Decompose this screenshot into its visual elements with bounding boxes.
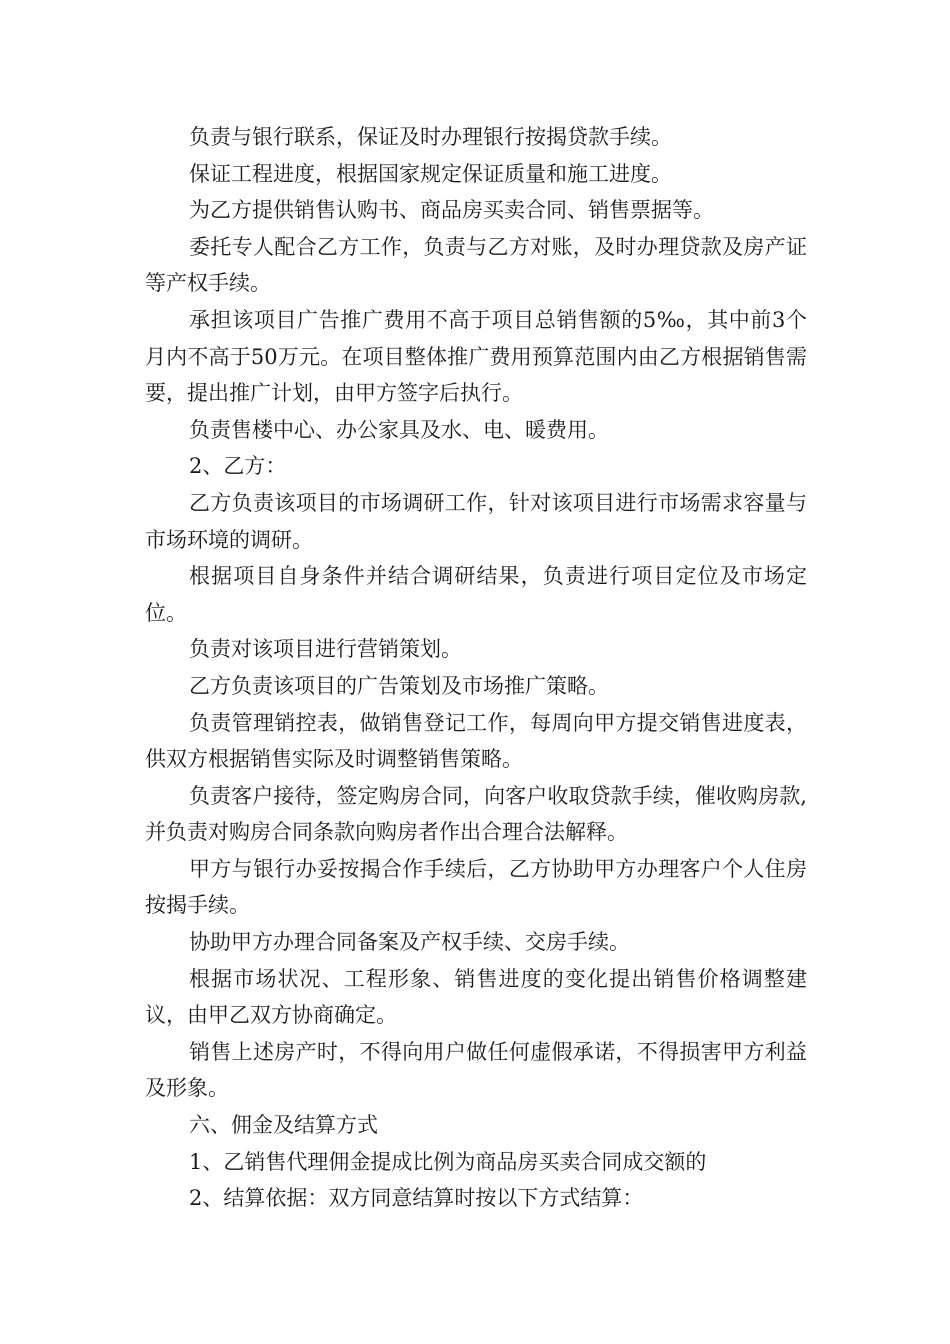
section-heading-commission: 六、佣金及结算方式 <box>189 1113 378 1138</box>
paragraph-9: 根据项目自身条件并结合调研结果，负责进行项目定位及市场定位。 <box>145 564 807 625</box>
paragraph-15: 协助甲方办理合同备案及产权手续、交房手续。 <box>189 930 630 955</box>
paragraph-12: 负责管理销控表，做销售登记工作，每周向甲方提交销售进度表，供双方根据销售实际及时调整销售策略。 <box>145 710 807 772</box>
paragraph-4: 委托专人配合乙方工作，负责与乙方对账，及时办理贷款及房产证等产权手续。 <box>145 234 807 296</box>
paragraph-14: 甲方与银行办妥按揭合作手续后，乙方协助甲方办理客户个人住房按揭手续。 <box>145 856 807 918</box>
paragraph-2: 保证工程进度，根据国家规定保证质量和施工进度。 <box>189 161 672 186</box>
paragraph-5: 承担该项目广告推广费用不高于项目总销售额的5‰，其中前3个月内不高于50万元。在项目整体推广费用预算范围内由乙方根据销售需要，提出推广计划，由甲方签字后执行。 <box>145 307 807 406</box>
paragraph-19: 1、乙销售代理佣金提成比例为商品房买卖合同成交额的 <box>189 1149 707 1174</box>
paragraph-20: 2、结算依据：双方同意结算时按以下方式结算： <box>189 1186 644 1211</box>
paragraph-11: 乙方负责该项目的广告策划及市场推广策略。 <box>189 673 609 698</box>
document-body <box>145 119 807 1217</box>
paragraph-8: 乙方负责该项目的市场调研工作，针对该项目进行市场需求容量与市场环境的调研。 <box>145 490 807 552</box>
paragraph-1: 负责与银行联系，保证及时办理银行按揭贷款手续。 <box>189 125 672 149</box>
paragraph-13: 负责客户接待，签定购房合同，向客户收取贷款手续，催收购房款,并负责对购房合同条款向购房者作出合理合法解释。 <box>145 783 807 845</box>
paragraph-16: 根据市场状况、工程形象、销售进度的变化提出销售价格调整建议，由甲乙双方协商确定。 <box>145 966 807 1028</box>
section-heading-party-b: 2、乙方： <box>189 454 287 479</box>
paragraph-6: 负责售楼中心、办公家具及水、电、暖费用。 <box>189 417 609 442</box>
paragraph-10: 负责对该项目进行营销策划。 <box>189 637 462 662</box>
paragraph-17: 销售上述房产时，不得向用户做任何虚假承诺，不得损害甲方利益及形象。 <box>145 1039 807 1101</box>
paragraph-3: 为乙方提供销售认购书、商品房买卖合同、销售票据等。 <box>189 198 714 223</box>
